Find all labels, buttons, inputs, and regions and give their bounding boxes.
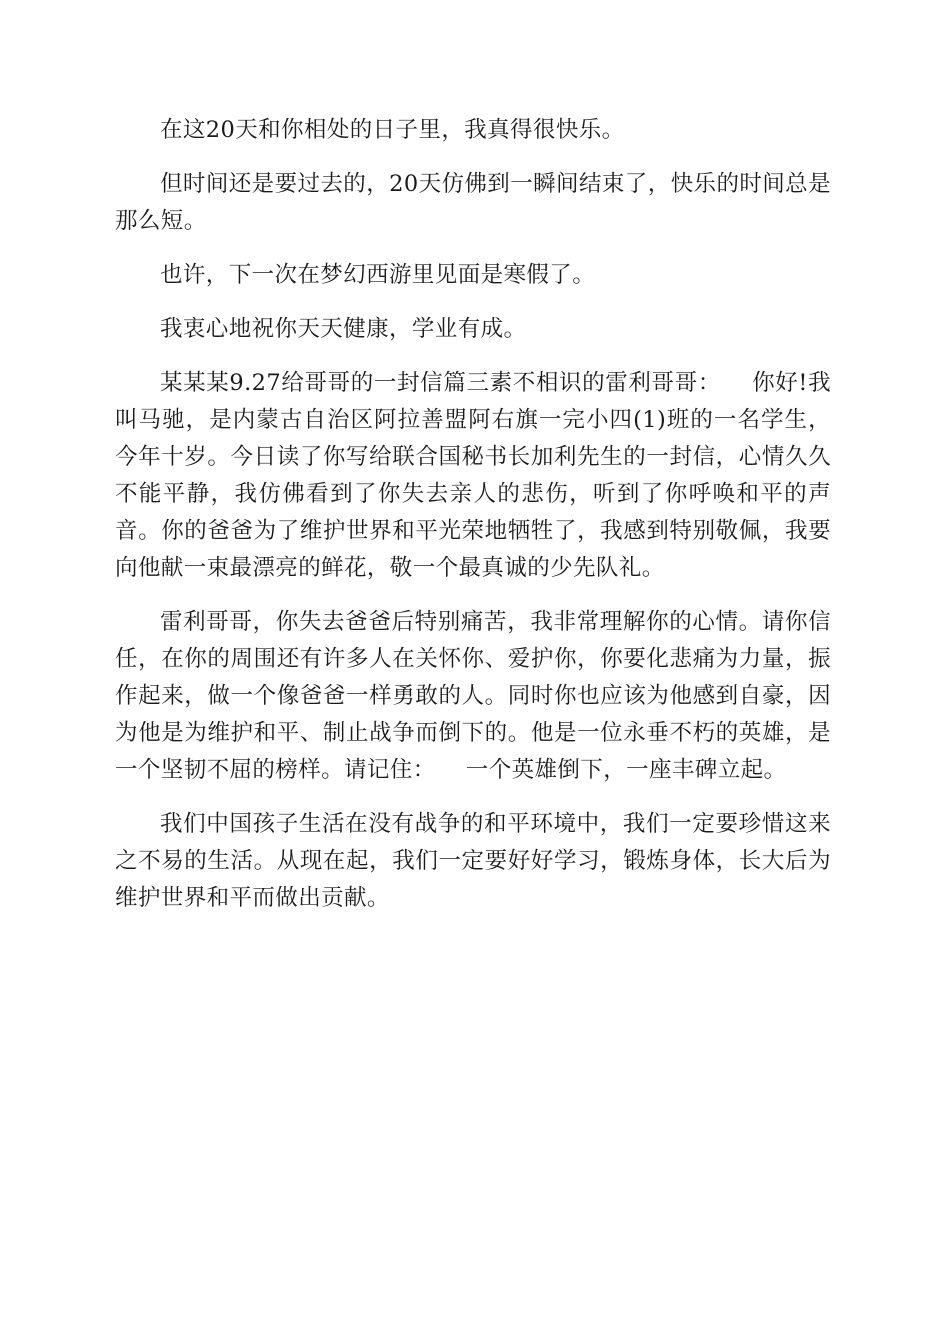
paragraph-3: 也许，下一次在梦幻西游里见面是寒假了。 xyxy=(160,262,596,288)
document-body xyxy=(115,112,831,934)
paragraph-7: 我们中国孩子生活在没有战争的和平环境中，我们一定要珍惜这来之不易的生活。从现在起，我们一定要好好学习，锻炼身体，长大后为维护世界和平而做出贡献。 xyxy=(115,811,831,911)
paragraph-2: 但时间还是要过去的，20天仿佛到一瞬间结束了，快乐的时间总是那么短。 xyxy=(115,171,831,234)
paragraph-4: 我衷心地祝你天天健康，学业有成。 xyxy=(160,316,527,342)
paragraph-1: 在这20天和你相处的日子里，我真得很快乐。 xyxy=(160,117,625,143)
paragraph-5: 某某某9.27给哥哥的一封信篇三素不相识的雷利哥哥： 你好!我叫马驰，是内蒙古自治区阿拉善盟阿右旗一完小四(1)班的一名学生，今年十岁。今日读了你写给联合国秘书长加利先生的一封信，心情久久不能平静，我仿佛看到了你失去亲人的悲伤，听到了你呼唤和平的声音。你的爸爸为了维护世界和平光荣地牺牲了，我感到特别敬佩，我要向他献一束最漂亮的鲜花，敬一个最真诚的少先队礼。 xyxy=(115,370,831,581)
paragraph-6: 雷利哥哥，你失去爸爸后特别痛苦，我非常理解你的心情。请你信任，在你的周围还有许多人在关怀你、爱护你，你要化悲痛为力量，振作起来，做一个像爸爸一样勇敢的人。同时你也应该为他感到自豪，因为他是为维护和平、制止战争而倒下的。他是一位永垂不朽的英雄，是一个坚韧不屈的榜样。请记住： 一个英雄倒下，一座丰碑立起。 xyxy=(115,609,831,783)
